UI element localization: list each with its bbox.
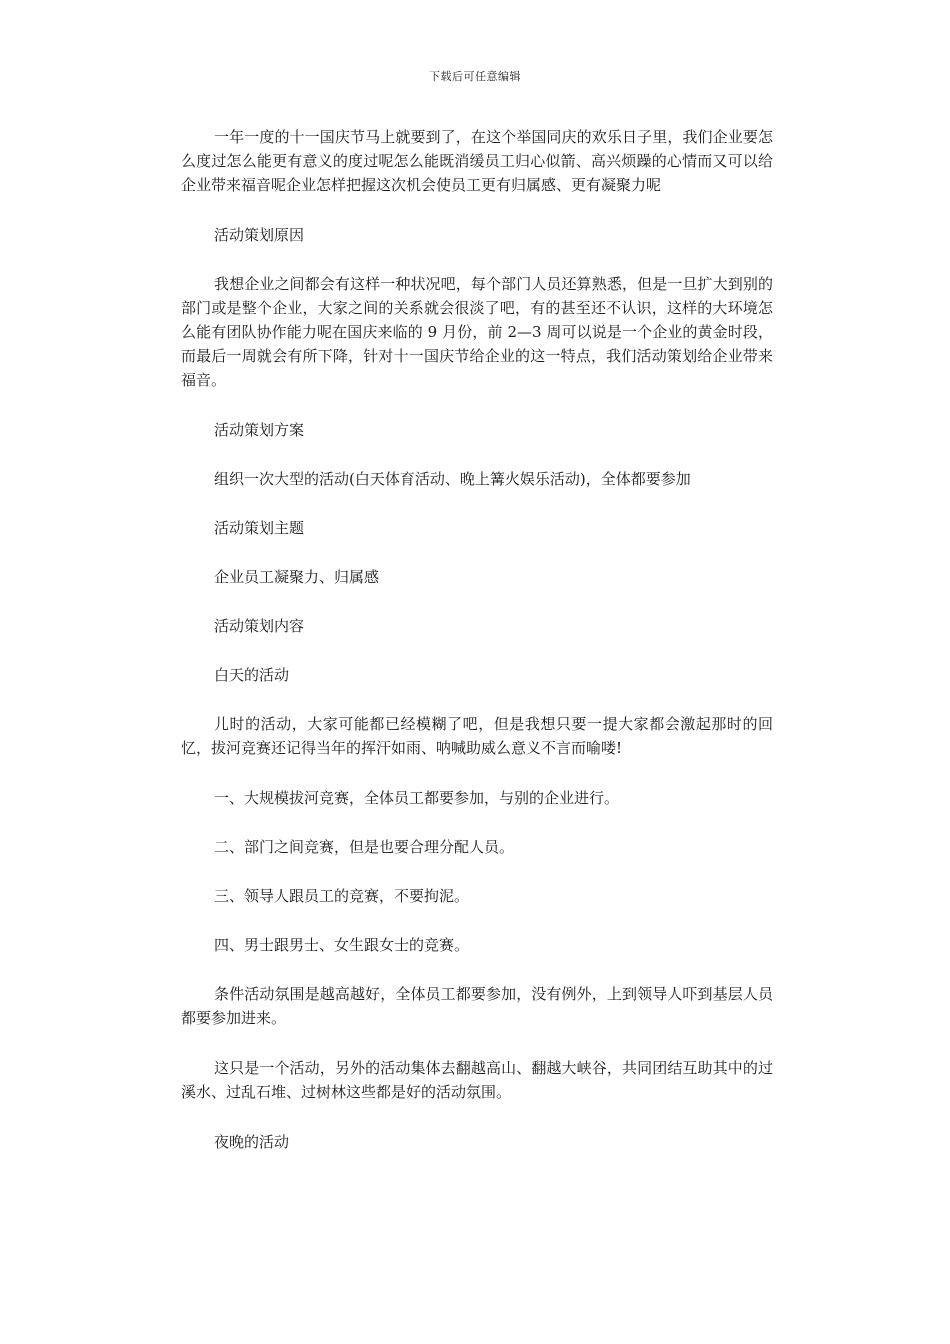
document-body — [181, 125, 773, 1179]
section-heading-night: 夜晚的活动 — [214, 1133, 290, 1151]
list-item-2: 二、部门之间竞赛，但是也要合理分配人员。 — [214, 838, 515, 856]
list-item-1: 一、大规模拔河竞赛，全体员工都要参加，与别的企业进行。 — [214, 789, 620, 807]
conditions-paragraph: 条件活动氛围是越高越好，全体员工都要参加，没有例外，上到领导人吓到基层人员都要参加进来。 — [181, 985, 773, 1027]
plan-paragraph: 组织一次大型的活动(白天体育活动、晚上篝火娱乐活动)，全体都要参加 — [214, 470, 691, 488]
theme-paragraph: 企业员工凝聚力、归属感 — [214, 568, 380, 586]
section-heading-content: 活动策划内容 — [214, 617, 305, 635]
section-heading-reason: 活动策划原因 — [214, 226, 305, 244]
other-activities-paragraph: 这只是一个活动，另外的活动集体去翻越高山、翻越大峡谷，共同团结互助其中的过溪水、过乱石堆、过树林这些都是好的活动氛围。 — [181, 1059, 773, 1101]
section-heading-plan: 活动策划方案 — [214, 421, 305, 439]
list-item-3: 三、领导人跟员工的竞赛，不要拘泥。 — [214, 887, 470, 905]
intro-paragraph: 一年一度的十一国庆节马上就要到了，在这个举国同庆的欢乐日子里，我们企业要怎么度过怎么能更有意义的度过呢怎么能既消缓员工归心似箭、高兴烦躁的心情而又可以给企业带来福音呢企业怎样把握这次机会使员工更有归属感、更有凝聚力呢 — [181, 128, 773, 194]
section-heading-theme: 活动策划主题 — [214, 519, 305, 537]
reason-paragraph: 我想企业之间都会有这样一种状况吧，每个部门人员还算熟悉，但是一旦扩大到别的部门或是整个企业，大家之间的关系就会很淡了吧，有的甚至还不认识，这样的大环境怎么能有团队协作能力呢在国庆来临的 9 月份，前 2—3 周可以说是一个企业的黄金时段，而最后一周就会有所下降，针对十一国庆节给企业的这一特点，我们活动策划给企业带来福音。 — [181, 275, 773, 389]
list-item-4: 四、男士跟男士、女生跟女士的竞赛。 — [214, 936, 470, 954]
page-header: 下载后可任意编辑 — [429, 70, 521, 83]
daytime-paragraph: 儿时的活动，大家可能都已经模糊了吧，但是我想只要一提大家都会激起那时的回忆，拔河竞赛还记得当年的挥汗如雨、呐喊助威么意义不言而喻喽! — [181, 715, 773, 757]
section-heading-daytime: 白天的活动 — [214, 666, 290, 684]
